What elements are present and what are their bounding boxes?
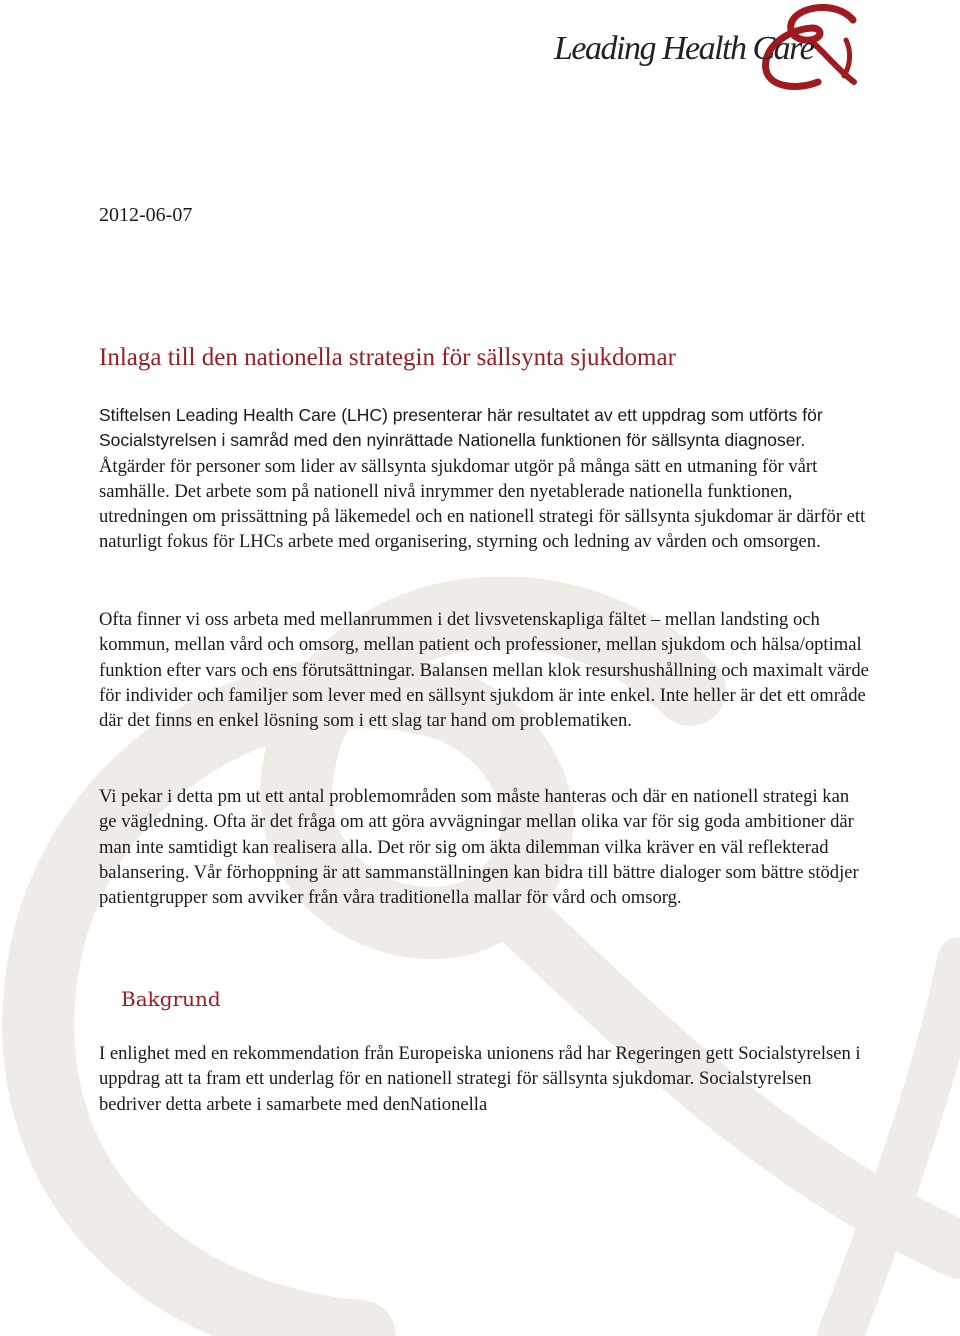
- paragraph-problem-areas: Vi pekar i detta pm ut ett antal problemområden som måste hanteras och där en nationell strategi kan ge vägledning. Ofta är det fråga om att göra avvägningar mellan olika var för sig goda ambitioner där man inte samtidigt kan realisera alla. Det rör sig om äkta dilemman vilka kräver en väl reflekterad balansering. Vår förhoppning är att sammanställningen kan bidra till bättre dialoger som bättre stödjer patientgrupper som avviker från våra traditionella mallar för vård och omsorg.: [99, 786, 859, 909]
- logo-brand-text: Leading Health Care: [554, 30, 814, 67]
- paragraph-background: I enlighet med en rekommendation från Europeiska unionens råd har Regeringen gett Socialstyrelsen i uppdrag att ta fram ett underlag för en nationell strategi för sällsynta sjukdomar. Socialstyrelsen bedriver detta arbete i samarbete med denNationella: [99, 1043, 861, 1115]
- paragraph-intro-sans-part: Stiftelsen Leading Health Care (LHC) presenterar här resultatet av ett uppdrag som utförts för Socialstyrelsen i samråd med den nyinrättade Nationella funktionen för sällsynta diagnoser.: [99, 405, 823, 451]
- paragraph-intermediate-spaces: Ofta finner vi oss arbeta med mellanrummen i det livsvetenskapliga fältet – mellan landsting och kommun, mellan vård och omsorg, mellan patient och professioner, mellan sjukdom och hälsa/optimal funktion efter vars och ens förutsättningar. Balansen mellan klok resurshushållning och maximalt värde för individer och familjer som lever med en sällsynt sjukdom är inte enkel. Inte heller är det ett område där det finns en enkel lösning som i ett slag tar hand om problematiken.: [99, 609, 869, 732]
- paragraph-intro: [99, 403, 869, 555]
- paragraph-intro-serif-part: Åtgärder för personer som lider av sällsynta sjukdomar utgör på många sätt en utmaning för vårt samhälle. Det arbete som på nationell nivå inrymmer den nyetablerade nationella funktionen, utredningen om prissättning på läkemedel och en nationell strategi för sällsynta sjukdomar är därför ett naturligt fokus för LHCs arbete med organisering, styrning och ledning av vården och omsorgen.: [99, 455, 866, 553]
- leading-health-care-logo: [548, 0, 878, 92]
- section-heading-background: Bakgrund: [121, 987, 221, 1011]
- document-title: Inlaga till den nationella strategin för sällsynta sjukdomar: [99, 344, 676, 371]
- document-date: 2012-06-07: [99, 204, 193, 226]
